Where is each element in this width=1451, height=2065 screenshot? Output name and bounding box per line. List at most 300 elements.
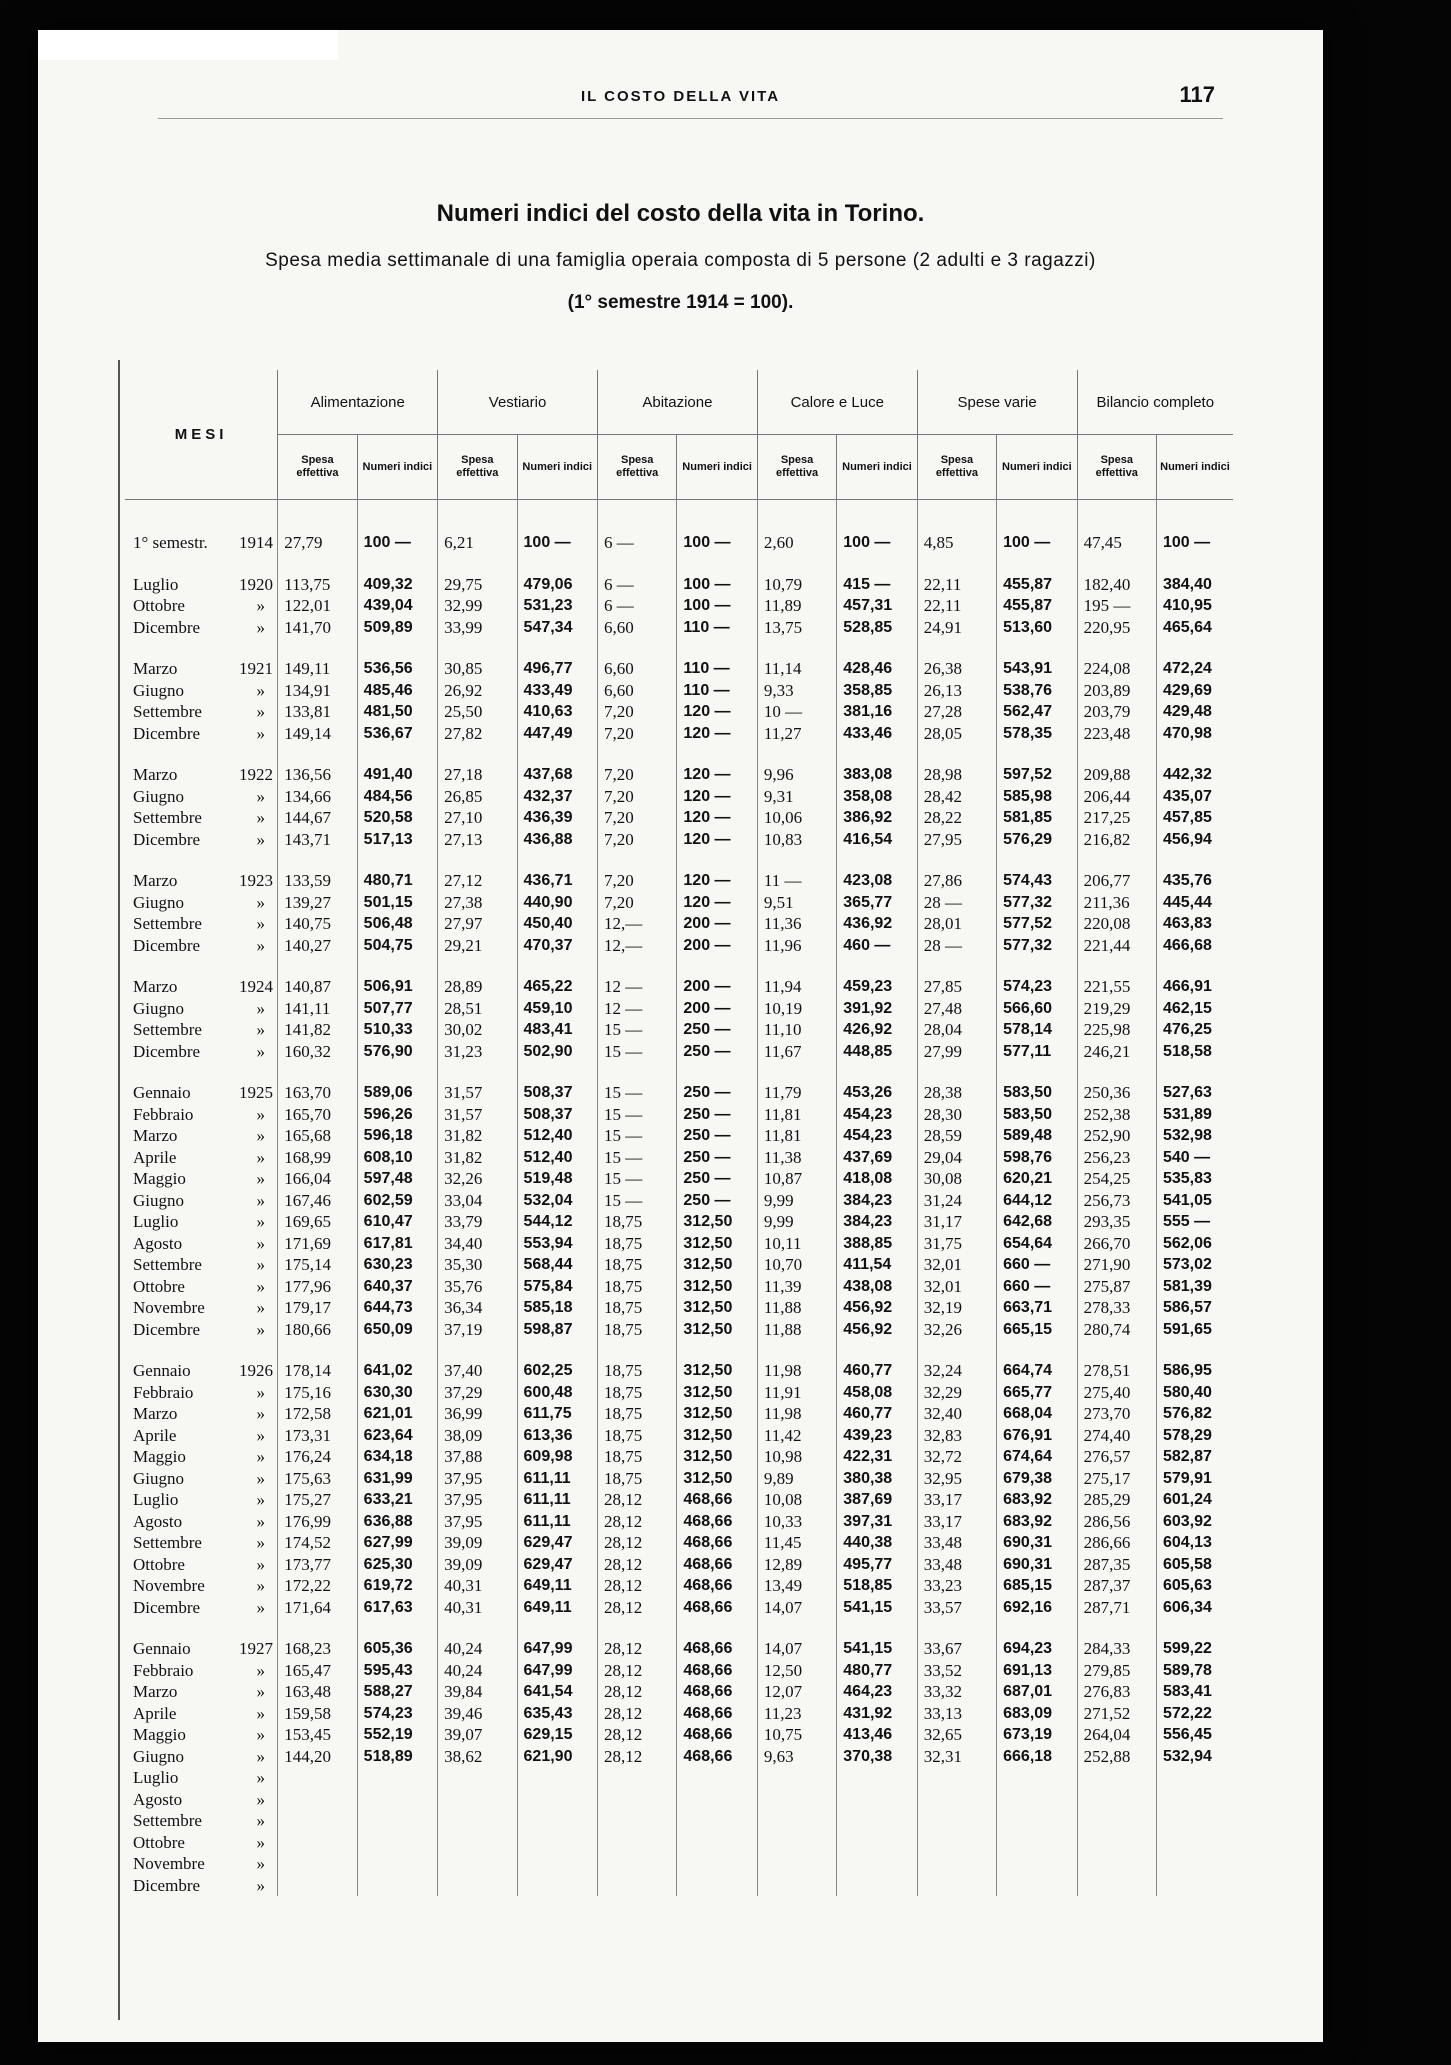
numeri-indici-cell: 438,08	[837, 1276, 917, 1298]
spesa-effettiva-cell: 28,89	[438, 976, 517, 998]
numeri-indici-cell	[837, 1832, 917, 1854]
numeri-indici-cell: 665,77	[997, 1382, 1077, 1404]
ditto-mark: »	[256, 892, 265, 912]
running-title: IL COSTO DELLA VITA	[580, 88, 781, 105]
month-name: Settembre	[133, 914, 202, 934]
spesa-effettiva-cell: 165,68	[278, 1125, 357, 1147]
ditto-mark: »	[256, 1319, 265, 1339]
numeri-indici-cell	[677, 1875, 757, 1897]
numeri-indici-cell: 631,99	[357, 1468, 437, 1490]
numeri-indici-cell: 666,18	[997, 1746, 1077, 1768]
spesa-effettiva-cell: 286,56	[1077, 1511, 1156, 1533]
month-name: Settembre	[133, 808, 202, 828]
numeri-indici-cell: 312,50	[677, 1403, 757, 1425]
spesa-effettiva-cell: 31,57	[438, 1082, 517, 1104]
month-name: Marzo	[133, 1682, 178, 1702]
table-row	[125, 1810, 1233, 1832]
spesa-effettiva-cell: 18,75	[597, 1233, 676, 1255]
spesa-effettiva-cell	[1077, 1810, 1156, 1832]
numeri-indici-cell	[997, 1767, 1077, 1789]
spesa-effettiva-cell	[917, 1810, 996, 1832]
ditto-mark: »	[256, 1768, 265, 1788]
month-name: Marzo	[133, 1404, 178, 1424]
spacer-cell	[837, 1340, 917, 1360]
numeri-indici-cell: 496,77	[517, 658, 597, 680]
numeri-indici-cell: 604,13	[1156, 1532, 1233, 1554]
spesa-effettiva-cell	[757, 1789, 836, 1811]
numeri-indici-cell	[677, 1789, 757, 1811]
spesa-effettiva-cell: 28,98	[917, 764, 996, 786]
spesa-effettiva-cell: 27,86	[917, 870, 996, 892]
numeri-indici-cell: 312,50	[677, 1297, 757, 1319]
numeri-indici-cell: 422,31	[837, 1446, 917, 1468]
numeri-indici-cell: 555 —	[1156, 1211, 1233, 1233]
month-year: 1914	[239, 533, 273, 553]
spacer-cell	[917, 1340, 996, 1360]
numeri-indici-cell	[357, 1853, 437, 1875]
month-cell	[125, 870, 278, 892]
numeri-indici-cell: 312,50	[677, 1211, 757, 1233]
numeri-indici-cell: 250 —	[677, 1125, 757, 1147]
spesa-effettiva-cell: 11,67	[757, 1041, 836, 1063]
spacer-cell	[837, 500, 917, 533]
spesa-effettiva-cell: 276,57	[1077, 1446, 1156, 1468]
month-name: Maggio	[133, 1169, 186, 1189]
numeri-indici-cell: 589,78	[1156, 1660, 1233, 1682]
spacer-cell	[837, 1618, 917, 1638]
spesa-effettiva-cell: 37,95	[438, 1489, 517, 1511]
spacer-cell	[677, 850, 757, 870]
spacer-cell	[1077, 554, 1156, 574]
numeri-indici-cell: 100 —	[677, 532, 757, 554]
month-name: Giugno	[133, 680, 184, 700]
month-cell	[125, 1767, 278, 1789]
numeri-indici-cell: 540 —	[1156, 1147, 1233, 1169]
spacer-cell	[278, 1340, 357, 1360]
numeri-indici-cell: 562,47	[997, 701, 1077, 723]
numeri-indici-cell	[1156, 1767, 1233, 1789]
ditto-mark: »	[256, 1425, 265, 1445]
spesa-effettiva-cell: 140,87	[278, 976, 357, 998]
ditto-mark: »	[256, 1190, 265, 1210]
spesa-effettiva-cell: 7,20	[597, 701, 676, 723]
numeri-indici-cell: 508,37	[517, 1104, 597, 1126]
numeri-indici-cell: 100 —	[997, 532, 1077, 554]
ditto-mark: »	[256, 723, 265, 743]
ditto-mark: »	[256, 1875, 265, 1895]
month-name: Dicembre	[133, 617, 201, 637]
spesa-effettiva-cell: 159,58	[278, 1703, 357, 1725]
spesa-effettiva-cell: 11,94	[757, 976, 836, 998]
numeri-indici-cell: 250 —	[677, 1147, 757, 1169]
spacer-cell	[1156, 956, 1233, 976]
numeri-indici-cell: 685,15	[997, 1575, 1077, 1597]
numeri-indici-cell: 312,50	[677, 1360, 757, 1382]
numeri-indici-cell: 120 —	[677, 764, 757, 786]
spesa-effettiva-cell: 18,75	[597, 1319, 676, 1341]
spesa-effettiva-cell	[597, 1875, 676, 1897]
spacer-cell	[1156, 744, 1233, 764]
numeri-indici-cell: 577,11	[997, 1041, 1077, 1063]
spesa-effettiva-cell	[1077, 1767, 1156, 1789]
numeri-indici-cell: 468,66	[677, 1746, 757, 1768]
numeri-indici-cell: 589,48	[997, 1125, 1077, 1147]
spacer-cell	[757, 744, 836, 764]
spesa-effettiva-cell: 10,70	[757, 1254, 836, 1276]
numeri-indici-cell: 647,99	[517, 1660, 597, 1682]
month-name: Maggio	[133, 1447, 186, 1467]
ditto-mark: »	[256, 1233, 265, 1253]
table-row	[125, 935, 1233, 957]
running-head	[38, 82, 1323, 112]
spesa-effettiva-cell: 11,88	[757, 1297, 836, 1319]
month-cell	[125, 1360, 278, 1382]
spacer-cell	[757, 500, 836, 533]
spesa-effettiva-cell	[278, 1789, 357, 1811]
month-cell	[125, 1532, 278, 1554]
spesa-effettiva-cell: 7,20	[597, 764, 676, 786]
spesa-effettiva-cell: 31,82	[438, 1147, 517, 1169]
month-name: Luglio	[133, 1768, 179, 1788]
spesa-effettiva-cell: 175,63	[278, 1468, 357, 1490]
spesa-effettiva-cell: 219,29	[1077, 998, 1156, 1020]
spesa-effettiva-cell	[438, 1810, 517, 1832]
numeri-indici-cell: 457,31	[837, 595, 917, 617]
numeri-indici-cell: 536,67	[357, 723, 437, 745]
numeri-indici-cell: 120 —	[677, 870, 757, 892]
spesa-effettiva-cell: 28,01	[917, 913, 996, 935]
numeri-indici-cell	[837, 1875, 917, 1897]
numeri-indici-cell: 464,23	[837, 1681, 917, 1703]
spacer-cell	[917, 500, 996, 533]
spesa-effettiva-cell: 28,59	[917, 1125, 996, 1147]
numeri-indici-cell: 459,23	[837, 976, 917, 998]
spacer-cell	[438, 638, 517, 658]
spacer-cell	[1156, 850, 1233, 870]
spesa-effettiva-cell	[438, 1853, 517, 1875]
spesa-effettiva-cell: 35,76	[438, 1276, 517, 1298]
spesa-effettiva-cell: 177,96	[278, 1276, 357, 1298]
month-name: Maggio	[133, 1725, 186, 1745]
numeri-indici-cell: 532,04	[517, 1190, 597, 1212]
ditto-mark: »	[256, 1832, 265, 1852]
spesa-effettiva-cell	[917, 1767, 996, 1789]
numeri-indici-header: Numeri indici	[1156, 435, 1233, 500]
spacer-cell	[357, 850, 437, 870]
spacer-cell	[917, 956, 996, 976]
spesa-effettiva-cell: 11,27	[757, 723, 836, 745]
spesa-effettiva-cell	[917, 1853, 996, 1875]
numeri-indici-header: Numeri indici	[357, 435, 437, 500]
ditto-mark: »	[256, 1212, 265, 1232]
numeri-indici-cell: 603,92	[1156, 1511, 1233, 1533]
spesa-effettiva-cell: 13,75	[757, 617, 836, 639]
spacer-cell	[357, 1340, 437, 1360]
numeri-indici-cell: 429,48	[1156, 701, 1233, 723]
month-cell	[125, 1703, 278, 1725]
numeri-indici-cell: 491,40	[357, 764, 437, 786]
spesa-effettiva-cell: 15 —	[597, 1019, 676, 1041]
month-cell	[125, 1254, 278, 1276]
numeri-indici-cell: 433,49	[517, 680, 597, 702]
spesa-effettiva-cell: 18,75	[597, 1468, 676, 1490]
spacer-cell	[997, 1062, 1077, 1082]
spesa-effettiva-cell: 275,40	[1077, 1382, 1156, 1404]
table-row	[125, 680, 1233, 702]
ditto-mark: »	[256, 1447, 265, 1467]
numeri-indici-cell: 468,66	[677, 1681, 757, 1703]
month-year: 1921	[239, 659, 273, 679]
numeri-indici-cell: 611,11	[517, 1468, 597, 1490]
spesa-effettiva-cell: 2,60	[757, 532, 836, 554]
numeri-indici-cell: 654,64	[997, 1233, 1077, 1255]
spacer-cell	[357, 554, 437, 574]
spesa-effettiva-cell: 11,79	[757, 1082, 836, 1104]
page-number: 117	[1179, 82, 1215, 107]
table-left-rule	[118, 360, 120, 2020]
spacer-cell	[517, 744, 597, 764]
numeri-indici-header: Numeri indici	[837, 435, 917, 500]
table-row	[125, 1575, 1233, 1597]
table-row	[125, 764, 1233, 786]
spesa-effettiva-cell	[757, 1875, 836, 1897]
spesa-effettiva-cell: 10,98	[757, 1446, 836, 1468]
month-name: Marzo	[133, 659, 178, 679]
spesa-effettiva-cell: 211,36	[1077, 892, 1156, 914]
spesa-effettiva-cell: 175,16	[278, 1382, 357, 1404]
numeri-indici-cell: 586,57	[1156, 1297, 1233, 1319]
index-table	[125, 370, 1233, 1896]
month-cell	[125, 595, 278, 617]
month-cell	[125, 723, 278, 745]
numeri-indici-cell: 602,25	[517, 1360, 597, 1382]
numeri-indici-cell: 431,92	[837, 1703, 917, 1725]
spesa-effettiva-cell: 33,13	[917, 1703, 996, 1725]
spesa-effettiva-cell: 28,12	[597, 1575, 676, 1597]
table-row	[125, 1104, 1233, 1126]
numeri-indici-cell: 644,73	[357, 1297, 437, 1319]
spesa-effettiva-cell: 224,08	[1077, 658, 1156, 680]
table-row	[125, 807, 1233, 829]
spesa-effettiva-cell: 37,95	[438, 1468, 517, 1490]
ditto-mark: »	[256, 1725, 265, 1745]
spesa-effettiva-cell: 122,01	[278, 595, 357, 617]
month-cell	[125, 998, 278, 1020]
numeri-indici-cell: 552,19	[357, 1724, 437, 1746]
numeri-indici-cell: 435,76	[1156, 870, 1233, 892]
numeri-indici-cell: 468,66	[677, 1575, 757, 1597]
spacer-cell	[438, 1618, 517, 1638]
numeri-indici-cell: 611,11	[517, 1489, 597, 1511]
spesa-effettiva-cell: 32,26	[917, 1319, 996, 1341]
spesa-effettiva-cell: 180,66	[278, 1319, 357, 1341]
numeri-indici-cell: 455,87	[997, 574, 1077, 596]
spacer-cell	[917, 554, 996, 574]
month-cell	[125, 1147, 278, 1169]
numeri-indici-cell	[677, 1810, 757, 1832]
ditto-mark: »	[256, 1746, 265, 1766]
month-cell	[125, 532, 278, 554]
numeri-indici-cell: 436,88	[517, 829, 597, 851]
spesa-effettiva-cell: 33,17	[917, 1511, 996, 1533]
numeri-indici-cell: 541,05	[1156, 1190, 1233, 1212]
month-cell	[125, 1724, 278, 1746]
spesa-effettiva-cell: 27,79	[278, 532, 357, 554]
numeri-indici-cell: 509,89	[357, 617, 437, 639]
numeri-indici-cell: 250 —	[677, 1041, 757, 1063]
spesa-effettiva-cell: 28 —	[917, 935, 996, 957]
spesa-effettiva-cell	[757, 1810, 836, 1832]
spacer-cell	[677, 1618, 757, 1638]
numeri-indici-cell: 436,39	[517, 807, 597, 829]
month-name: Settembre	[133, 702, 202, 722]
spesa-effettiva-cell: 28,12	[597, 1511, 676, 1533]
numeri-indici-cell: 581,39	[1156, 1276, 1233, 1298]
spesa-effettiva-cell: 36,99	[438, 1403, 517, 1425]
spesa-effettiva-cell: 287,35	[1077, 1554, 1156, 1576]
numeri-indici-cell: 454,23	[837, 1104, 917, 1126]
numeri-indici-cell: 544,12	[517, 1211, 597, 1233]
table-row	[125, 1382, 1233, 1404]
month-cell	[125, 892, 278, 914]
numeri-indici-cell: 608,10	[357, 1147, 437, 1169]
month-name: Dicembre	[133, 935, 201, 955]
spesa-effettiva-cell: 140,75	[278, 913, 357, 935]
numeri-indici-cell: 454,23	[837, 1125, 917, 1147]
numeri-indici-cell: 120 —	[677, 786, 757, 808]
table-row	[125, 1511, 1233, 1533]
spesa-effettiva-cell: 11,14	[757, 658, 836, 680]
spesa-effettiva-cell: 37,95	[438, 1511, 517, 1533]
numeri-indici-cell: 660 —	[997, 1254, 1077, 1276]
spacer-cell	[278, 554, 357, 574]
spesa-effettiva-cell: 276,83	[1077, 1681, 1156, 1703]
numeri-indici-cell: 575,84	[517, 1276, 597, 1298]
table-row	[125, 658, 1233, 680]
month-name: Giugno	[133, 1468, 184, 1488]
table-body	[125, 500, 1233, 1897]
spacer-cell	[917, 1618, 996, 1638]
spesa-effettiva-cell: 32,72	[917, 1446, 996, 1468]
spacer-cell	[917, 1062, 996, 1082]
spesa-effettiva-cell: 40,31	[438, 1575, 517, 1597]
spacer-cell	[997, 500, 1077, 533]
spesa-effettiva-cell: 179,17	[278, 1297, 357, 1319]
month-name: Dicembre	[133, 1597, 201, 1617]
numeri-indici-cell: 470,98	[1156, 723, 1233, 745]
numeri-indici-cell	[1156, 1810, 1233, 1832]
spesa-effettiva-cell: 287,37	[1077, 1575, 1156, 1597]
spesa-effettiva-cell: 287,71	[1077, 1597, 1156, 1619]
month-name: Luglio	[133, 1212, 179, 1232]
spesa-effettiva-cell: 10,79	[757, 574, 836, 596]
spacer-cell	[357, 744, 437, 764]
ditto-mark: »	[256, 1147, 265, 1167]
spesa-effettiva-cell: 209,88	[1077, 764, 1156, 786]
spacer-cell	[1077, 744, 1156, 764]
spesa-effettiva-cell: 37,88	[438, 1446, 517, 1468]
numeri-indici-cell: 460,77	[837, 1403, 917, 1425]
numeri-indici-cell: 611,75	[517, 1403, 597, 1425]
month-name: Dicembre	[133, 1319, 201, 1339]
numeri-indici-cell: 633,21	[357, 1489, 437, 1511]
spesa-effettiva-cell: 31,82	[438, 1125, 517, 1147]
table-row	[125, 1468, 1233, 1490]
month-name: Novembre	[133, 1854, 205, 1874]
spacer-cell	[597, 554, 676, 574]
numeri-indici-cell	[677, 1832, 757, 1854]
spesa-effettiva-cell: 7,20	[597, 723, 676, 745]
month-year: 1926	[239, 1361, 273, 1381]
table-row	[125, 1724, 1233, 1746]
spesa-effettiva-cell: 134,91	[278, 680, 357, 702]
group-header: Vestiario	[438, 370, 598, 435]
spesa-effettiva-cell: 9,99	[757, 1211, 836, 1233]
spesa-effettiva-cell: 11,88	[757, 1319, 836, 1341]
spesa-effettiva-cell: 38,62	[438, 1746, 517, 1768]
table-row	[125, 532, 1233, 554]
numeri-indici-cell: 543,91	[997, 658, 1077, 680]
spesa-effettiva-cell: 28,12	[597, 1489, 676, 1511]
month-cell	[125, 976, 278, 998]
spacer-cell	[278, 1618, 357, 1638]
numeri-indici-cell: 691,13	[997, 1660, 1077, 1682]
spesa-effettiva-header: Spesa effettiva	[1077, 435, 1156, 500]
numeri-indici-cell	[517, 1767, 597, 1789]
numeri-indici-cell: 610,47	[357, 1211, 437, 1233]
month-name: Novembre	[133, 1576, 205, 1596]
spesa-effettiva-cell: 134,66	[278, 786, 357, 808]
table-row	[125, 1875, 1233, 1897]
table-row	[125, 595, 1233, 617]
spesa-effettiva-cell	[438, 1789, 517, 1811]
table-row	[125, 1832, 1233, 1854]
spesa-effettiva-cell: 160,32	[278, 1041, 357, 1063]
table-row	[125, 574, 1233, 596]
spesa-effettiva-cell: 15 —	[597, 1147, 676, 1169]
month-name: Ottobre	[133, 596, 185, 616]
spesa-effettiva-cell: 278,51	[1077, 1360, 1156, 1382]
numeri-indici-cell: 437,69	[837, 1147, 917, 1169]
numeri-indici-cell	[357, 1875, 437, 1897]
numeri-indici-cell	[997, 1832, 1077, 1854]
table-row	[125, 870, 1233, 892]
month-cell	[125, 786, 278, 808]
spesa-effettiva-cell: 182,40	[1077, 574, 1156, 596]
month-cell	[125, 1041, 278, 1063]
month-cell	[125, 1746, 278, 1768]
numeri-indici-cell: 574,23	[357, 1703, 437, 1725]
numeri-indici-cell: 647,99	[517, 1638, 597, 1660]
spesa-effettiva-cell	[597, 1789, 676, 1811]
spesa-effettiva-cell: 27,97	[438, 913, 517, 935]
month-cell	[125, 1211, 278, 1233]
spacer-cell	[677, 554, 757, 574]
numeri-indici-cell: 429,69	[1156, 680, 1233, 702]
spesa-effettiva-cell: 284,33	[1077, 1638, 1156, 1660]
month-name: Aprile	[133, 1425, 177, 1445]
header-rule	[158, 118, 1223, 119]
spesa-effettiva-cell: 27,18	[438, 764, 517, 786]
table-row	[125, 1446, 1233, 1468]
spesa-effettiva-cell: 254,25	[1077, 1168, 1156, 1190]
spesa-effettiva-cell: 10,33	[757, 1511, 836, 1533]
month-cell	[125, 1489, 278, 1511]
spesa-effettiva-cell: 40,24	[438, 1660, 517, 1682]
numeri-indici-cell: 581,85	[997, 807, 1077, 829]
numeri-indici-cell: 596,18	[357, 1125, 437, 1147]
spesa-effettiva-cell: 171,64	[278, 1597, 357, 1619]
